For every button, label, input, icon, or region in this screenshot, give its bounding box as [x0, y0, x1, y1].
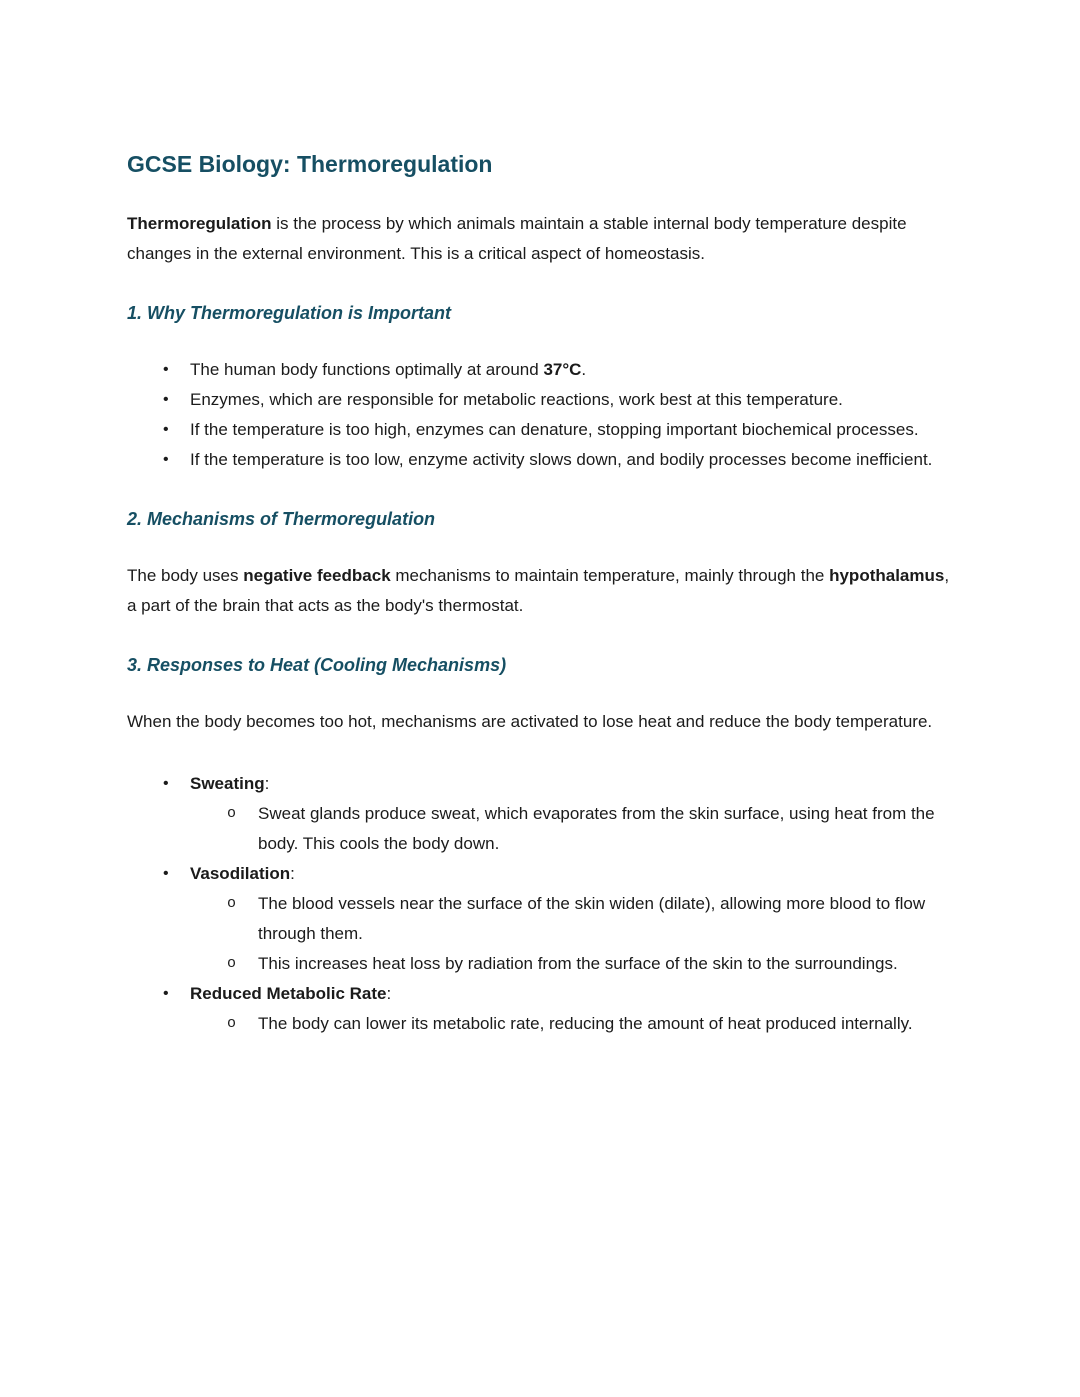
section-body: [127, 707, 953, 1039]
sub-bullet-item-text: [258, 1009, 953, 1039]
bullet-item-text: [190, 385, 953, 415]
text-segment: This increases heat loss by radiation from the surface of the skin to the surroundings.: [258, 954, 898, 973]
bullet-list-item: [127, 769, 953, 799]
circle-bullet-icon: o: [227, 805, 237, 822]
section-body: [127, 355, 953, 475]
section-heading: 2. Mechanisms of Thermoregulation: [127, 509, 436, 529]
circle-bullet-icon: o: [227, 895, 237, 912]
section-body: [127, 561, 953, 621]
bullet-list-item: [127, 979, 953, 1009]
bold-text-segment: 37°C: [543, 360, 582, 379]
sub-bullet-item-text: [258, 799, 953, 859]
document-title: GCSE Biology: Thermoregulation: [127, 151, 493, 177]
text-segment: :: [264, 774, 270, 793]
bold-text-segment: Thermoregulation: [127, 214, 272, 233]
sub-bullet-item-text: [258, 949, 953, 979]
sub-bullet-list-item: [127, 949, 953, 979]
sub-bullet-list-item: [127, 799, 953, 859]
bold-text-segment: Vasodilation: [190, 864, 291, 883]
bold-text-segment: hypothalamus: [829, 566, 945, 585]
document-section: [127, 507, 953, 621]
disc-bullet-icon: •: [163, 361, 169, 378]
disc-bullet-icon: •: [163, 775, 169, 792]
text-segment: :: [290, 864, 295, 883]
section-heading: 1. Why Thermoregulation is Important: [127, 303, 452, 323]
section-heading: 3. Responses to Heat (Cooling Mechanisms): [127, 655, 507, 675]
document-section: [127, 301, 953, 475]
bullet-list: [127, 769, 953, 1039]
text-segment: Enzymes, which are responsible for metabolic reactions, work best at this temperature.: [190, 390, 843, 409]
text-segment: The human body functions optimally at around: [190, 360, 544, 379]
sections-container: [127, 301, 953, 1039]
bullet-item-text: [190, 769, 953, 799]
document-section: [127, 653, 953, 1039]
bullet-list-item: [127, 445, 953, 475]
bullet-list-item: [127, 415, 953, 445]
text-segment: is the process by which animals maintain a stable internal body temperature despite changes in the external environment. This is a critical aspect of homeostasis.: [127, 214, 907, 263]
disc-bullet-icon: •: [163, 985, 169, 1002]
bold-text-segment: negative feedback: [243, 566, 391, 585]
bullet-list-item: [127, 859, 953, 889]
text-segment: The body can lower its metabolic rate, reducing the amount of heat produced internally.: [258, 1014, 913, 1033]
bullet-item-text: [190, 445, 953, 475]
text-segment: If the temperature is too low, enzyme activity slows down, and bodily processes become inefficient.: [190, 450, 933, 469]
text-segment: , a part of the brain that acts as the body's thermostat.: [127, 566, 950, 615]
bullet-item-text: [190, 979, 953, 1009]
body-paragraph: [127, 561, 953, 621]
sub-bullet-list-item: [127, 889, 953, 949]
bullet-item-text: [190, 859, 953, 889]
bold-text-segment: Reduced Metabolic Rate: [190, 984, 387, 1003]
text-segment: .: [581, 360, 587, 379]
text-segment: The body uses: [127, 566, 244, 585]
disc-bullet-icon: •: [163, 421, 169, 438]
bullet-item-text: [190, 355, 953, 385]
text-segment: Sweat glands produce sweat, which evaporates from the skin surface, using heat from the body. This cools the body down.: [258, 804, 935, 853]
text-segment: :: [386, 984, 392, 1003]
sub-bullet-list-item: [127, 1009, 953, 1039]
disc-bullet-icon: •: [163, 391, 169, 408]
sub-bullet-item-text: [258, 889, 953, 949]
circle-bullet-icon: o: [227, 1015, 237, 1032]
bold-text-segment: Sweating: [190, 774, 265, 793]
text-segment: When the body becomes too hot, mechanisms are activated to lose heat and reduce the body temperature.: [127, 712, 933, 731]
intro-paragraph: [127, 209, 953, 269]
circle-bullet-icon: o: [227, 955, 237, 972]
bullet-item-text: [190, 415, 953, 445]
bullet-list-item: [127, 355, 953, 385]
disc-bullet-icon: •: [163, 865, 169, 882]
disc-bullet-icon: •: [163, 451, 169, 468]
body-paragraph: [127, 707, 953, 737]
text-segment: The blood vessels near the surface of the skin widen (dilate), allowing more blood to flow through them.: [258, 894, 926, 943]
bullet-list-item: [127, 385, 953, 415]
text-segment: mechanisms to maintain temperature, mainly through the: [390, 566, 830, 585]
text-segment: If the temperature is too high, enzymes can denature, stopping important biochemical processes.: [190, 420, 919, 439]
bullet-list: [127, 355, 953, 475]
